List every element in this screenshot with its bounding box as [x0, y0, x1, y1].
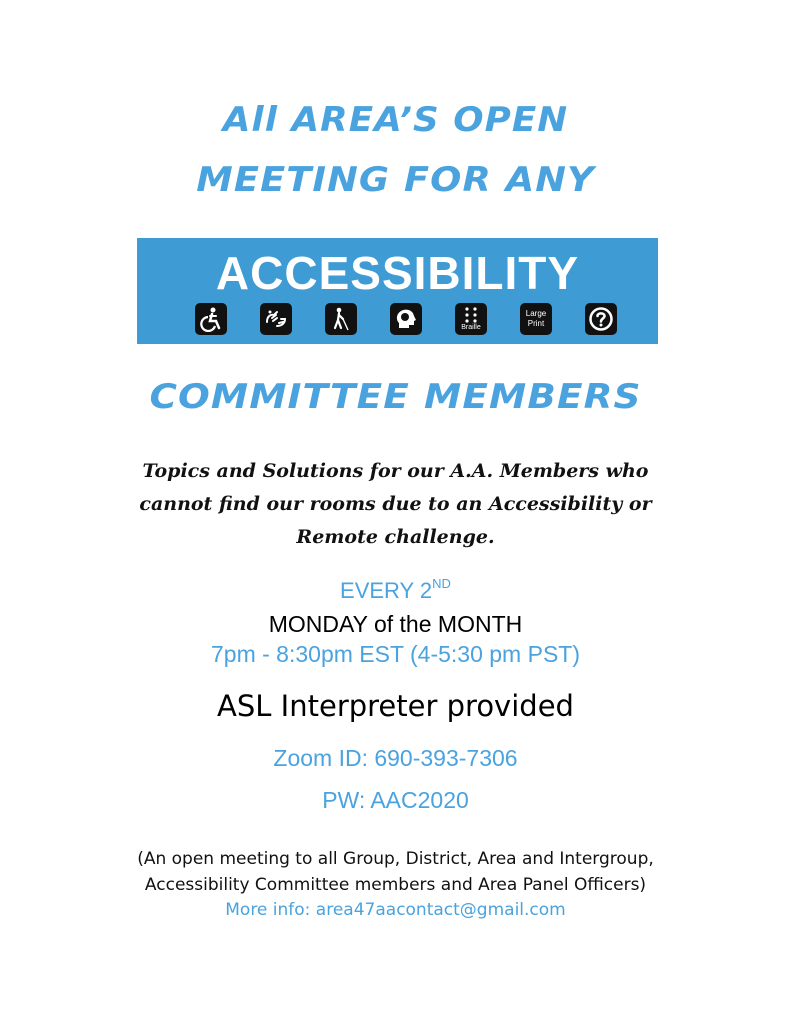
large-print-icon	[520, 303, 552, 335]
topics-line-3: Remote challenge.	[296, 526, 495, 548]
large-print-label-1: Large	[525, 309, 547, 318]
accessibility-banner	[137, 238, 658, 344]
title-line-2: MEETING FOR ANY	[196, 160, 595, 200]
meeting-time: 7pm - 8:30pm EST (4-5:30 pm PST)	[211, 641, 580, 667]
ordinal-suffix: ND	[432, 576, 451, 591]
topics-line-1: Topics and Solutions for our A.A. Members who	[142, 460, 649, 482]
sign-language-icon	[260, 303, 292, 335]
topics-paragraph	[100, 455, 691, 554]
note-line-2: Accessibility Committee members and Area Panel Officers)	[144, 875, 647, 895]
blind-cane-icon	[325, 303, 357, 335]
question-mark-icon	[585, 303, 617, 335]
every-line	[0, 578, 791, 604]
every-text: EVERY 2	[340, 578, 433, 603]
meeting-day: MONDAY of the MONTH	[268, 611, 523, 637]
braille-label: Braille	[461, 324, 481, 331]
asl-notice: ASL Interpreter provided	[217, 689, 574, 723]
title-line-3: COMMITTEE MEMBERS	[149, 377, 642, 417]
title-line-1: All AREA’S OPEN	[222, 100, 569, 140]
topics-line-2: cannot find our rooms due to an Accessibility or	[139, 493, 652, 515]
cognitive-head-icon	[390, 303, 422, 335]
large-print-label-2: Print	[527, 319, 545, 328]
accessibility-icon-row	[195, 303, 615, 335]
braille-icon	[455, 303, 487, 335]
wheelchair-icon	[195, 303, 227, 335]
zoom-password: PW: AAC2020	[322, 787, 469, 813]
zoom-id: Zoom ID: 690-393-7306	[273, 745, 518, 771]
banner-title: ACCESSIBILITY	[215, 247, 580, 299]
more-info-email[interactable]: More info: area47aacontact@gmail.com	[225, 900, 566, 920]
note-line-1: (An open meeting to all Group, District, Area and Intergroup,	[137, 849, 654, 869]
